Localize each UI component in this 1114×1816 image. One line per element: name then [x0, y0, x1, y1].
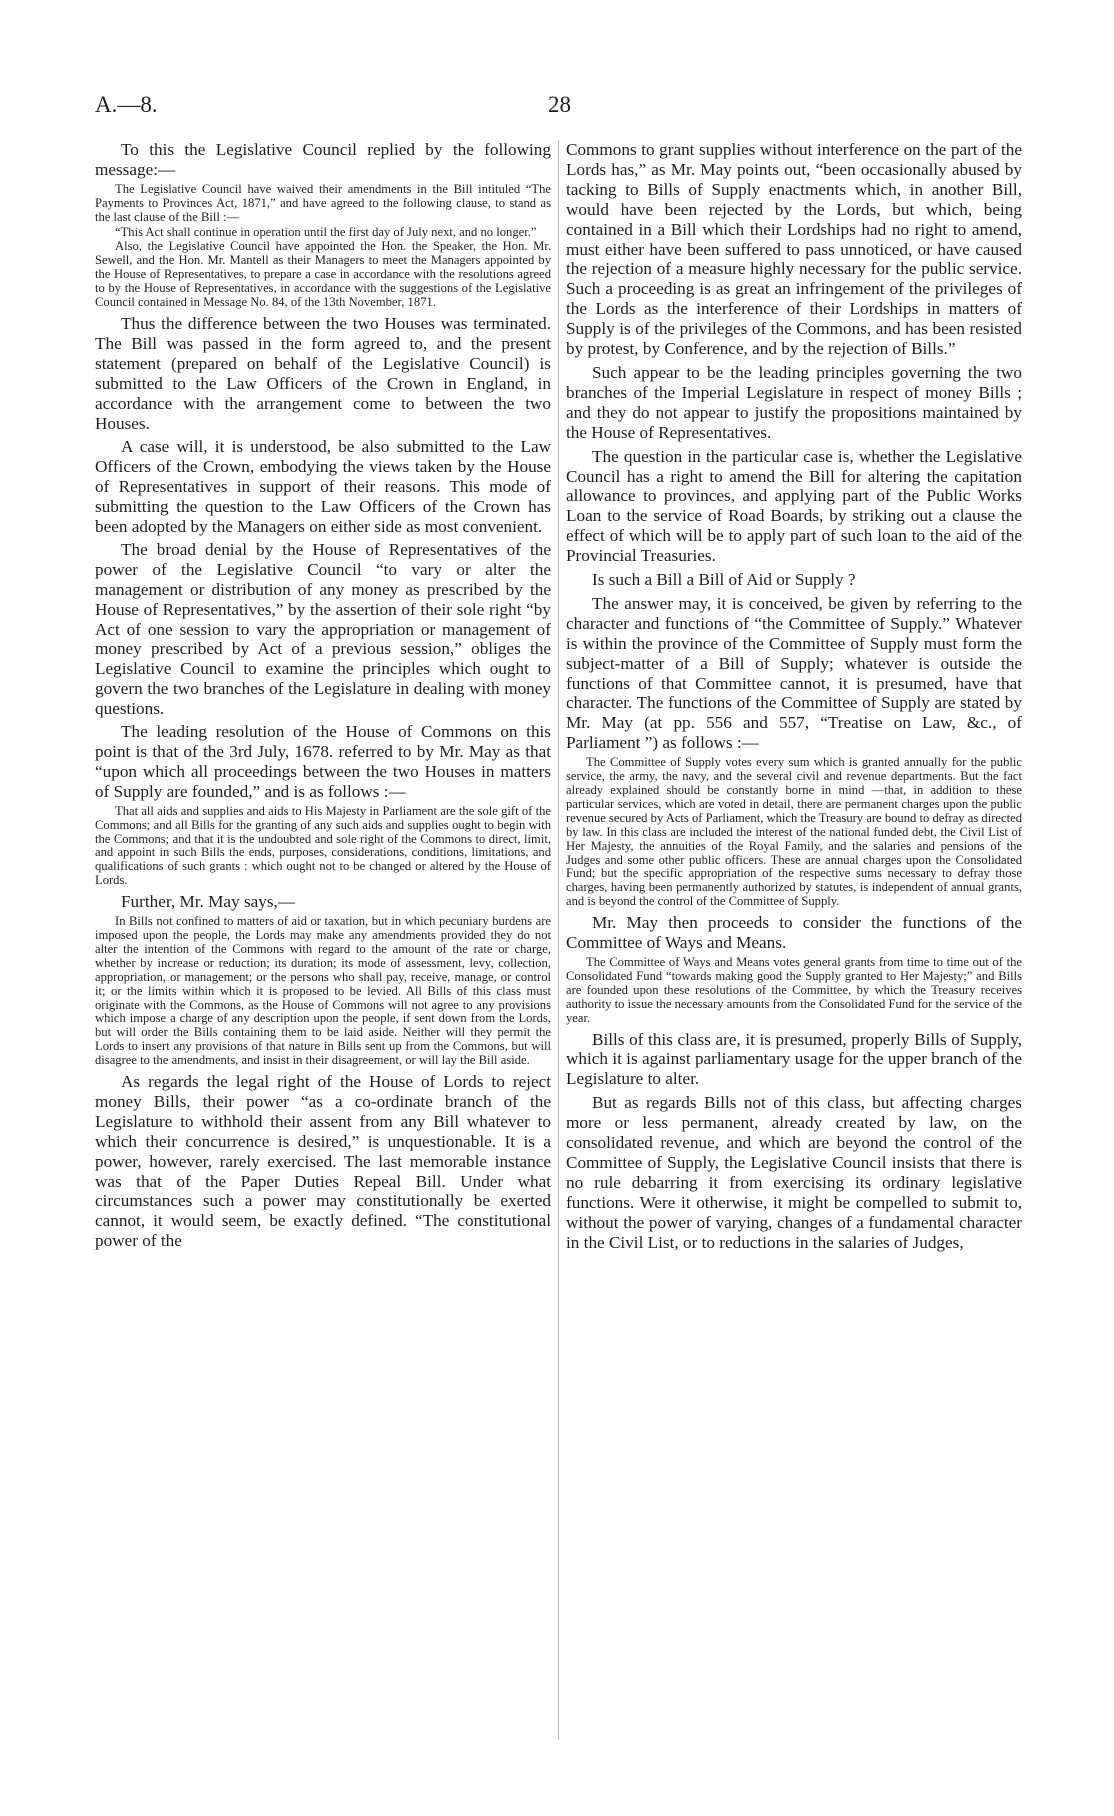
paragraph: As regards the legal right of the House of Lords to reject money Bills, their power “as a co-ordinate branch of the Legislature to withhold their assent from any Bill whatever to which their concurrence is desired,” is unquestionable. It is a power, however, rarely exercised. The last memorable instance was that of the Paper Duties Repeal Bill. Under what circumstances such a power may constitutionally be exerted cannot, it would seem, be exactly defined. “The constitutional power of the — [95, 1072, 551, 1251]
quoted-extract: That all aids and supplies and aids to His Majesty in Parliament are the sole gift of the Commons; and all Bills for the granting of any such aids and supplies ought to begin with the Commons; and that it is the undoubted and sole right of the Commons to direct, limit, and appoint in such Bills the ends, purposes, considerations, conditions, limitations, and qualifications of such grants : which ought not to be changed or altered by the House of Lords. — [95, 803, 551, 888]
paragraph: Commons to grant supplies without interference on the part of the Lords has,” as Mr. May points out, “been occasionally abused by tacking to Bills of Supply enactments which, in another Bill, would have been rejected by the Lords, but which, being contained in a Bill which their Lordships had no right to amend, must either have been suffered to pass unnoticed, or have caused the rejection of a measure highly necessary for the public service. Such a proceeding is as great an infringement of the privileges of the Lords as the interference of their Lordships in matters of Supply is of the privileges of the Commons, and has been resisted by protest, by Conference, and by the rejection of Bills.” — [566, 140, 1022, 359]
right-column — [566, 140, 1022, 1255]
paragraph: The answer may, it is conceived, be given by referring to the character and functions of “the Committee of Supply.” Whatever is within the province of the Committee of Supply must form the subject-matter of a Bill of Supply; whatever is outside the functions of that Committee cannot, it is presumed, have that character. The functions of the Committee of Supply are stated by Mr. May (at pp. 556 and 557, “Treatise on Law, &c., of Parliament ”) as follows :— — [566, 593, 1022, 753]
quoted-extract: “This Act shall continue in operation until the first day of July next, and no longer.” — [115, 224, 537, 239]
left-column — [95, 140, 551, 1254]
paragraph: The leading resolution of the House of Commons on this point is that of the 3rd July, 1678. referred to by Mr. May as that “upon which all proceedings between the two Houses in matters of Supply are founded,” and is as follows :— — [95, 722, 551, 801]
paragraph: But as regards Bills not of this class, but affecting charges more or less permanent, already created by law, on the consolidated revenue, and which are beyond the control of the Committee of Supply, the Legislative Council insists that there is no rule debarring it from exercising its ordinary legislative functions. Were it otherwise, it might be compelled to submit to, without the power of varying, changes of a fundamental character in the Civil List, or to reductions in the salaries of Judges, — [566, 1093, 1022, 1252]
paragraph: Bills of this class are, it is presumed, properly Bills of Supply, which it is against parliamentary usage for the upper branch of the Legislature to alter. — [566, 1029, 1022, 1089]
page-header — [0, 92, 1114, 126]
document-reference: A.—8. — [95, 92, 158, 117]
quoted-extract: In Bills not confined to matters of aid or taxation, but in which pecuniary burdens are imposed upon the people, the Lords may make any amendments provided they do not alter the intention of the Commons with regard to the amount of the rate or charge, whether by increase or reduction; its duration; its mode of assessment, levy, collection, appropriation, or management; or the persons who shall pay, receive, manage, or control it; or the limits within which it is proposed to be levied. All Bills of this class must originate with the Commons, as the House of Commons will not agree to any provisions which impose a charge of any description upon the people, if sent down from the Lords, but will order the Bills containing them to be laid aside. Neither will they permit the Lords to insert any provisions of that nature in Bills sent up from the Commons, but will disagree to the amendments, and insist in their disagreement, or will lay the Bill aside. — [95, 914, 551, 1068]
page-number: 28 — [548, 92, 571, 117]
paragraph: A case will, it is understood, be also submitted to the Law Officers of the Crown, embodying the views taken by the House of Representatives in support of their reasons. This mode of submitting the question to the Law Officers of the Crown has been adopted by the Managers on either side as most convenient. — [95, 437, 551, 537]
paragraph: To this the Legislative Council replied by the following message:— — [95, 140, 551, 179]
paragraph: Thus the difference between the two Houses was terminated. The Bill was passed in the form agreed to, and the present statement (prepared on behalf of the Legislative Council) is submitted to the Law Officers of the Crown in England, in accordance with the arrangement come to between the two Houses. — [95, 313, 551, 433]
paragraph: Is such a Bill a Bill of Aid or Supply ? — [592, 570, 856, 590]
column-divider — [558, 140, 559, 1740]
quoted-extract: The Legislative Council have waived their amendments in the Bill intituled “The Payments to Provinces Act, 1871,” and have agreed to the following clause, to stand as the last clause of the Bill :— — [95, 181, 551, 224]
quoted-extract: The Committee of Supply votes every sum which is granted annually for the public service, the army, the navy, and the several civil and revenue departments. But the fact already explained should be constantly borne in mind —that, in addition to these particular services, which are voted in detail, there are permanent charges upon the public revenue secured by Acts of Parliament, which the Treasury are bound to defray as directed by law. In this class are included the interest of the national funded debt, the Civil List of Her Majesty, the annuities of the Royal Family, and the salaries and pensions of the Judges and some other public officers. These are annual charges upon the Consolidated Fund; but the specific appropriation of the respective sums necessary to defray those charges, having been permanently authorized by statutes, is independent of annual grants, and is beyond the control of the Committee of Supply. — [566, 755, 1022, 909]
paragraph: The broad denial by the House of Representatives of the power of the Legislative Council “to vary or alter the management or distribution of any money as prescribed by the House of Representatives,” by the assertion of their sole right “by Act of one session to vary the appropriation or management of money prescribed by Act of a previous session,” obliges the Legislative Council to examine the principles which ought to govern the two branches of the Legislature in dealing with money questions. — [95, 539, 551, 719]
quoted-extract: The Committee of Ways and Means votes general grants from time to time out of the Consolidated Fund “towards making good the Supply granted to Her Majesty;” and Bills are founded upon these resolutions of the Committee, by which the Treasury receives authority to issue the necessary amounts from the Consolidated Fund for the service of the year. — [566, 954, 1022, 1025]
quoted-extract: Also, the Legislative Council have appointed the Hon. the Speaker, the Hon. Mr. Sewell, and the Hon. Mr. Mantell as their Managers to meet the Managers appointed by the House of Representatives, to prepare a case in accordance with the resolutions agreed to by the House of Representatives, in accordance with the suggestions of the Legislative Council contained in Message No. 84, of the 13th November, 1871. — [95, 239, 551, 310]
paragraph: Mr. May then proceeds to consider the functions of the Committee of Ways and Means. — [566, 913, 1022, 953]
paragraph: Further, Mr. May says,— — [121, 892, 296, 912]
paragraph: The question in the particular case is, whether the Legislative Council has a right to amend the Bill for altering the capitation allowance to provinces, and applying part of the Public Works Loan to the service of Road Boards, by striking out a clause the effect of which will be to apply part of such loan to the aid of the Provincial Treasuries. — [566, 446, 1022, 566]
paragraph: Such appear to be the leading principles governing the two branches of the Imperial Legislature in respect of money Bills ; and they do not appear to justify the propositions maintained by the House of Representatives. — [566, 362, 1022, 442]
